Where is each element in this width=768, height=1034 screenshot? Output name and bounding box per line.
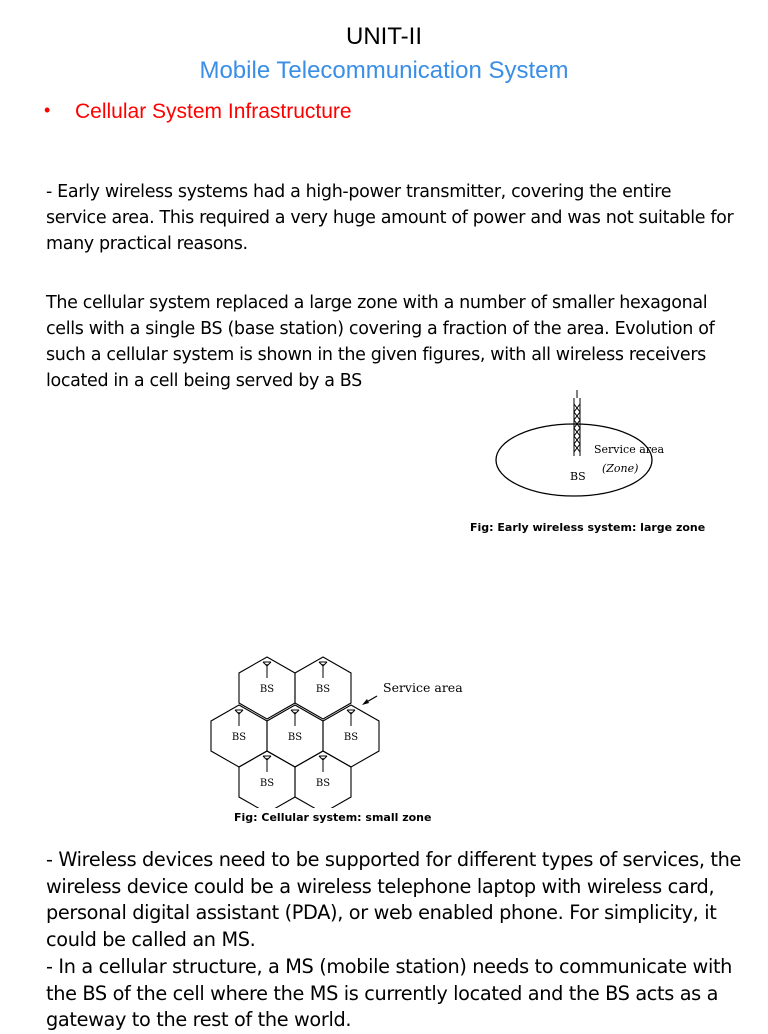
paragraph-wireless-devices: - Wireless devices need to be supported for different types of services, the wireless device could be a wireless telephone laptop with wireless card, personal digital assistant (PDA), or web enabled phone. For simplicity, it could be called an MS. <box>46 848 742 951</box>
bullet-heading: Cellular System Infrastructure <box>75 100 352 123</box>
paragraph-early-systems: - Early wireless systems had a high-power transmitter, covering the entire service area. This required a very huge amount of power and was not suitable for many practical reasons. <box>46 182 734 254</box>
section-subtitle: Mobile Telecommunication System <box>199 57 569 84</box>
service-area-label: Service area <box>383 680 463 695</box>
antenna-icon <box>291 710 299 726</box>
cell-bs-label: BS <box>231 732 247 743</box>
paragraph-cellular-structure: - In a cellular structure, a MS (mobile station) needs to communicate with the BS of the cell where the MS is currently located and the BS acts as a gateway to the rest of the world. <box>46 955 733 1031</box>
antenna-icon <box>347 710 355 726</box>
antenna-icon <box>263 662 271 678</box>
cell-bs-label: BS <box>259 684 275 695</box>
antenna-icon <box>263 756 271 772</box>
service-area-label: Service area <box>594 443 665 456</box>
cell-bs-label: BS <box>259 778 275 789</box>
antenna-icon <box>235 710 243 726</box>
figure2-caption: Fig: Cellular system: small zone <box>234 811 432 824</box>
cell-bs-label: BS <box>315 778 331 789</box>
tower-icon <box>574 390 580 456</box>
bs-label: BS <box>570 470 586 483</box>
cell-bs-label: BS <box>287 732 303 743</box>
antenna-icon <box>319 662 327 678</box>
paragraph-cellular-system: The cellular system replaced a large zone with a number of smaller hexagonal cells with a single BS (base station) covering a fraction of the area. Evolution of such a cellular system is shown in the given figures, with all wireless receivers located in a cell being served by a BS <box>46 293 715 391</box>
cell-bs-label: BS <box>315 684 331 695</box>
bullet-dot-icon: • <box>44 100 51 120</box>
service-area-pointer <box>362 680 463 705</box>
figure1-caption: Fig: Early wireless system: large zone <box>470 521 706 534</box>
antenna-icon <box>319 756 327 772</box>
unit-title: UNIT-II <box>346 23 422 50</box>
cell-bs-label: BS <box>343 732 359 743</box>
figure-small-zone <box>205 648 485 808</box>
zone-label: (Zone) <box>602 462 639 475</box>
figure-large-zone <box>490 384 670 504</box>
